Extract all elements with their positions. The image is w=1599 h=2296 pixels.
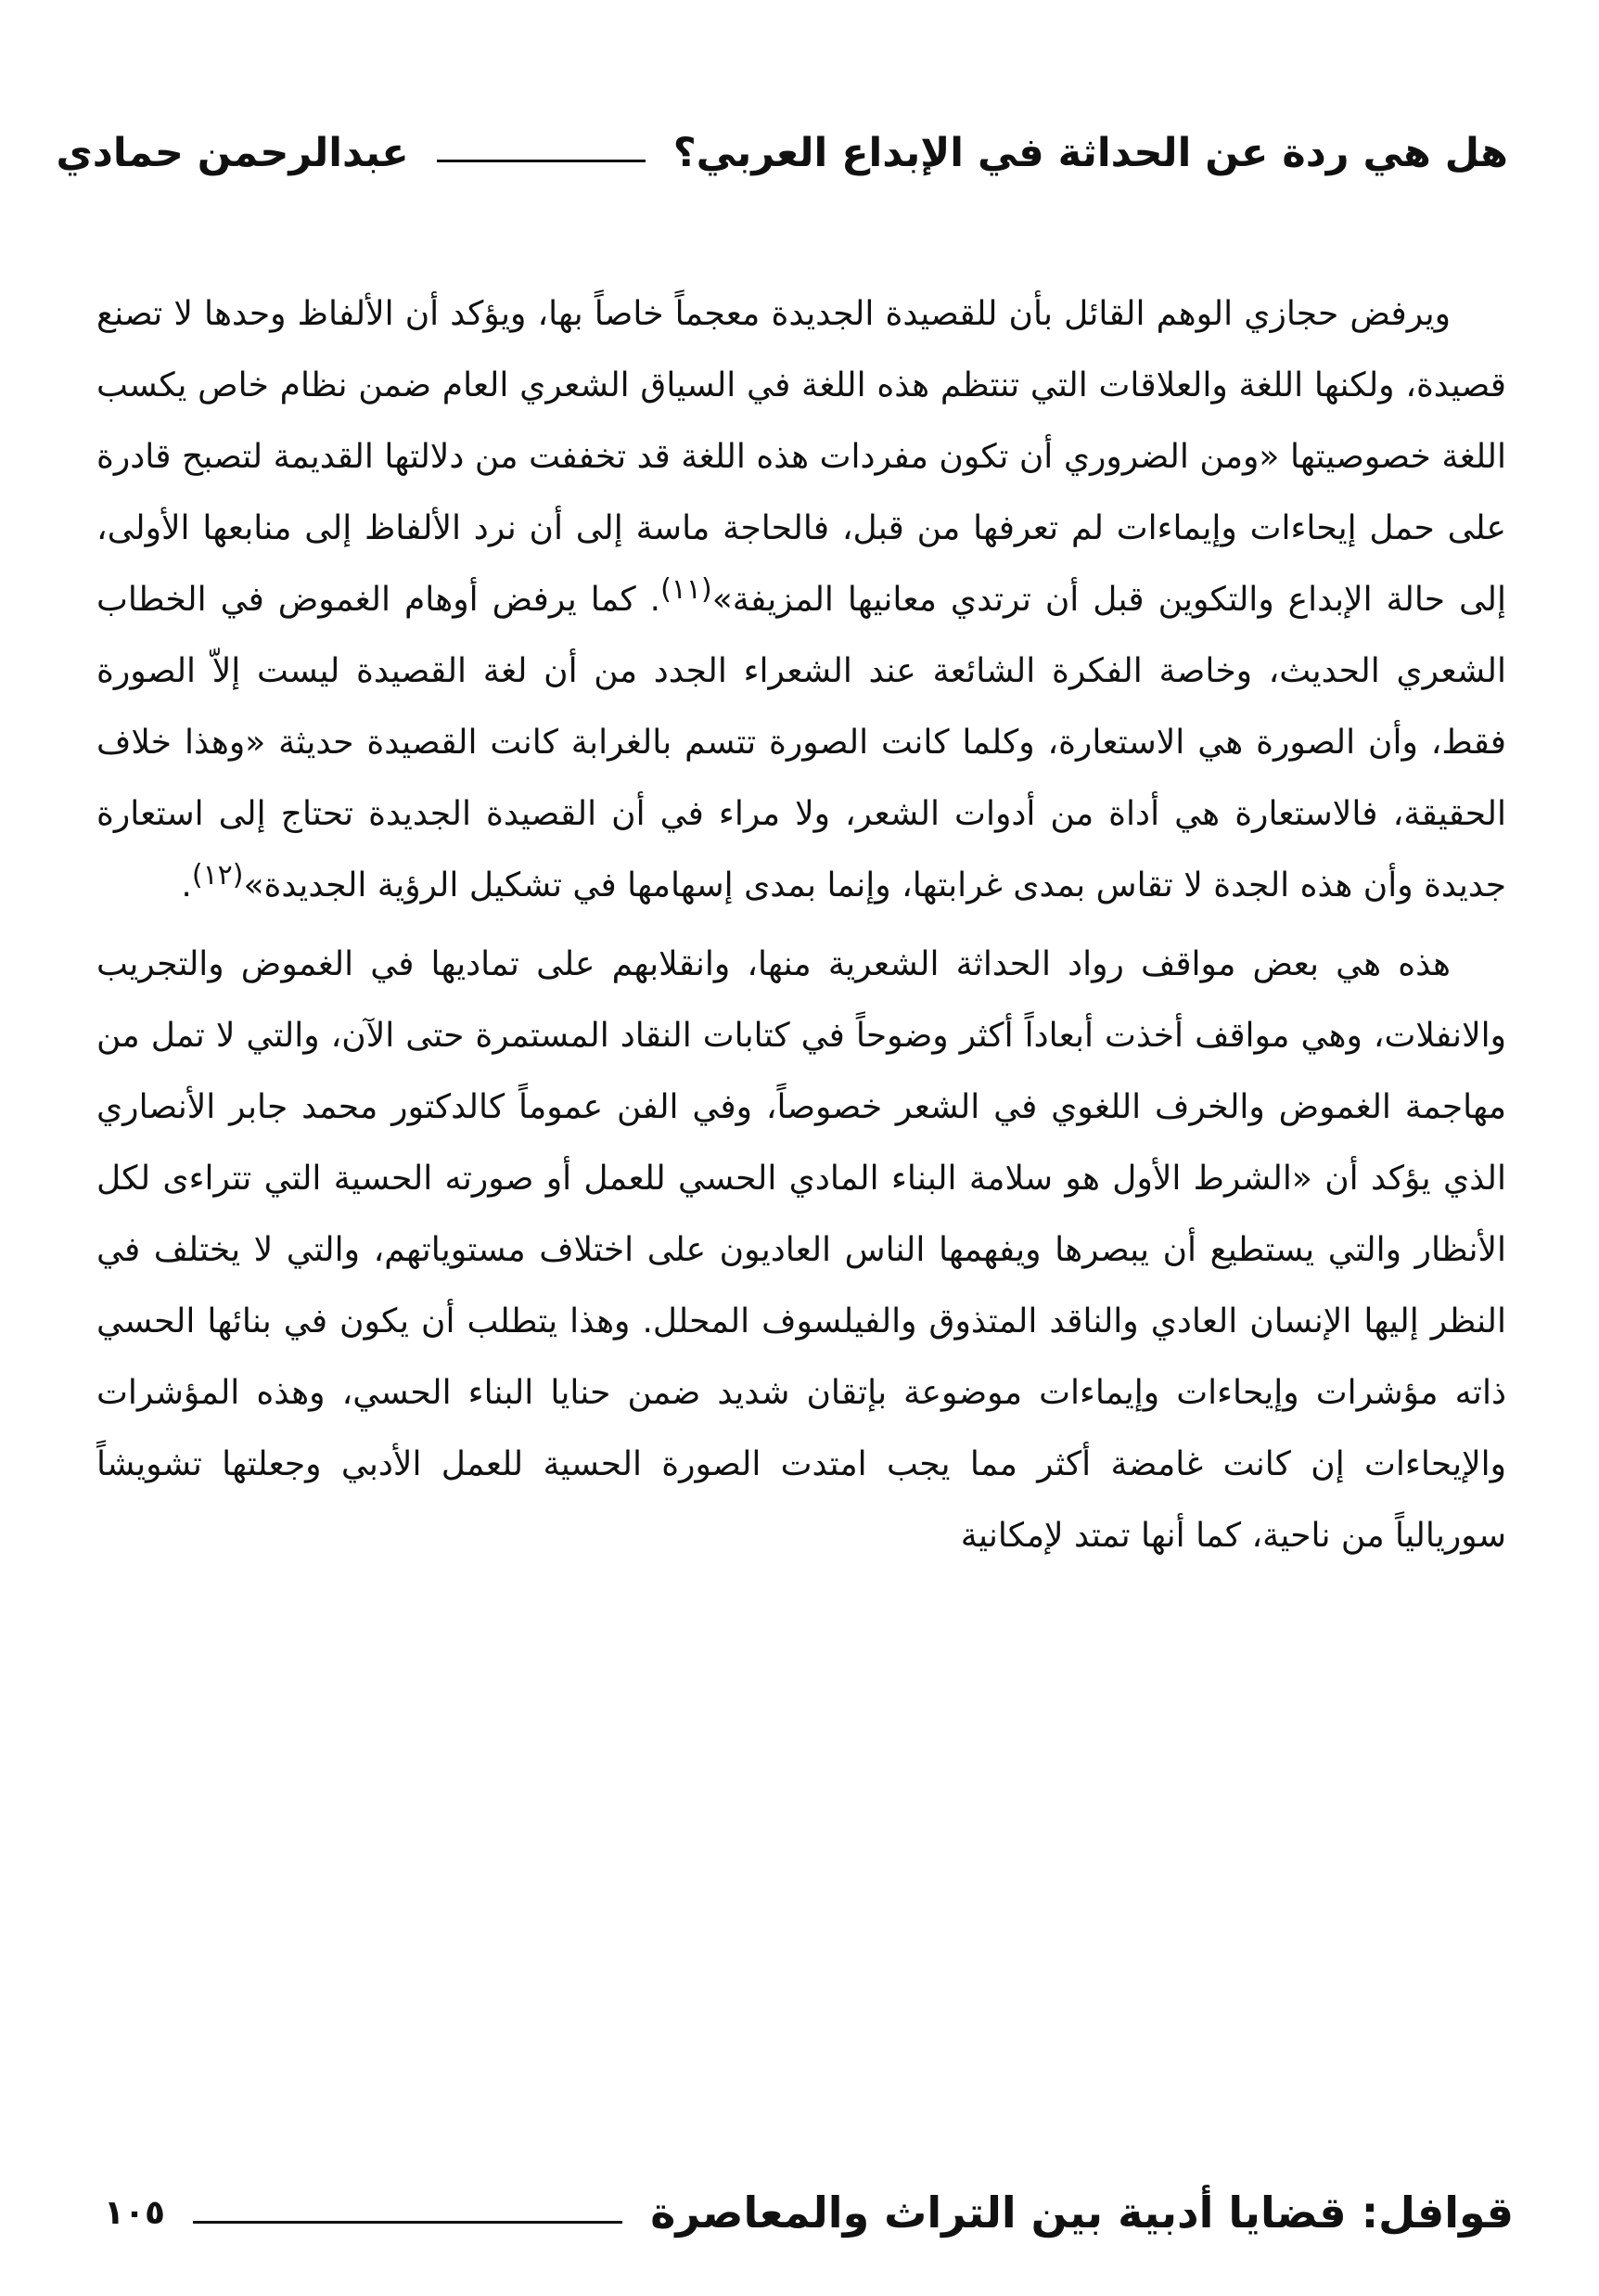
paragraph-1 — [96, 278, 1506, 921]
header-divider-rule — [437, 160, 646, 162]
page-number: ١٠٥ — [104, 2193, 165, 2232]
paragraph-2: هذه هي بعض مواقف رواد الحداثة الشعرية منها، وانقلابهم على تماديها في الغموض والتجريب والانفلات، وهي مواقف أخذت أبعاداً أكثر وضوحاً في كتابات النقاد المستمرة حتى الآن، والتي لا تمل من مهاجمة الغموض والخرف اللغوي في الشعر خصوصاً، وفي الفن عموماً كالدكتور محمد جابر الأنصاري الذي يؤكد أن «الشرط الأول هو سلامة البناء المادي الحسي للعمل أو صورته الحسية التي تتراءى لكل الأنظار والتي يستطيع أن يبصرها ويفهمها الناس العاديون على اختلاف مستوياتهم، والتي لا يختلف في النظر إليها الإنسان العادي والناقد المتذوق والفيلسوف المحلل. وهذا يتطلب أن يكون في بنائها الحسي ذاته مؤشرات وإيحاءات وإيماءات موضوعة بإتقان شديد ضمن حنايا البناء الحسي، وهذه المؤشرات والإيحاءات إن كانت غامضة أكثر مما يجب امتدت الصورة الحسية للعمل الأدبي وجعلتها تشويشاً سوريالياً من ناحية، كما أنها تمتد لإمكانية — [96, 945, 1506, 1555]
footer-divider-rule — [193, 2221, 622, 2224]
paragraph-1-part-3: . — [181, 866, 192, 904]
footnote-ref-11: (١١) — [660, 573, 712, 606]
body-text — [96, 278, 1506, 1571]
paragraph-1-part-1: ويرفض حجازي الوهم القائل بأن للقصيدة الجديدة معجماً خاصاً بها، ويؤكد أن الألفاظ وحدها لا تصنع قصيدة، ولكنها اللغة والعلاقات التي تنتظم هذه اللغة في السياق الشعري العام ضمن نظام خاص يكسب اللغة خصوصيتها «ومن الضروري أن تكون مفردات هذه اللغة قد تخففت من دلالتها القديمة لتصبح قادرة على حمل إيحاءات وإيماءات لم تعرفها من قبل، فالحاجة ماسة إلى أن نرد الألفاظ إلى منابعها الأولى، إلى حالة الإبداع والتكوين قبل أن ترتدي معانيها المزيفة» — [96, 295, 1506, 619]
paragraph-1-part-2: . كما يرفض أوهام الغموض في الخطاب الشعري الحديث، وخاصة الفكرة الشائعة عند الشعراء الجدد من أن لغة القصيدة ليست إلاّ الصورة فقط، وأن الصورة هي الاستعارة، وكلما كانت الصورة تتسم بالغرابة كانت القصيدة حديثة «وهذا خلاف الحقيقة، فالاستعارة هي أداة من أدوات الشعر، ولا مراء في أن القصيدة الجديدة تحتاج إلى استعارة جديدة وأن هذه الجدة لا تقاس بمدى غرابتها، وإنما بمدى إسهامها في تشكيل الرؤية الجديدة» — [96, 581, 1506, 904]
journal-title: قوافل: قضايا أدبية بين التراث والمعاصرة — [650, 2187, 1514, 2238]
footnote-ref-12: (١٢) — [191, 859, 244, 891]
running-header — [56, 111, 1508, 195]
running-footer — [85, 2175, 1514, 2250]
article-title: هل هي ردة عن الحداثة في الإبداع العربي؟ — [672, 130, 1508, 176]
article-author: عبدالرحمن حمادي — [56, 130, 409, 176]
